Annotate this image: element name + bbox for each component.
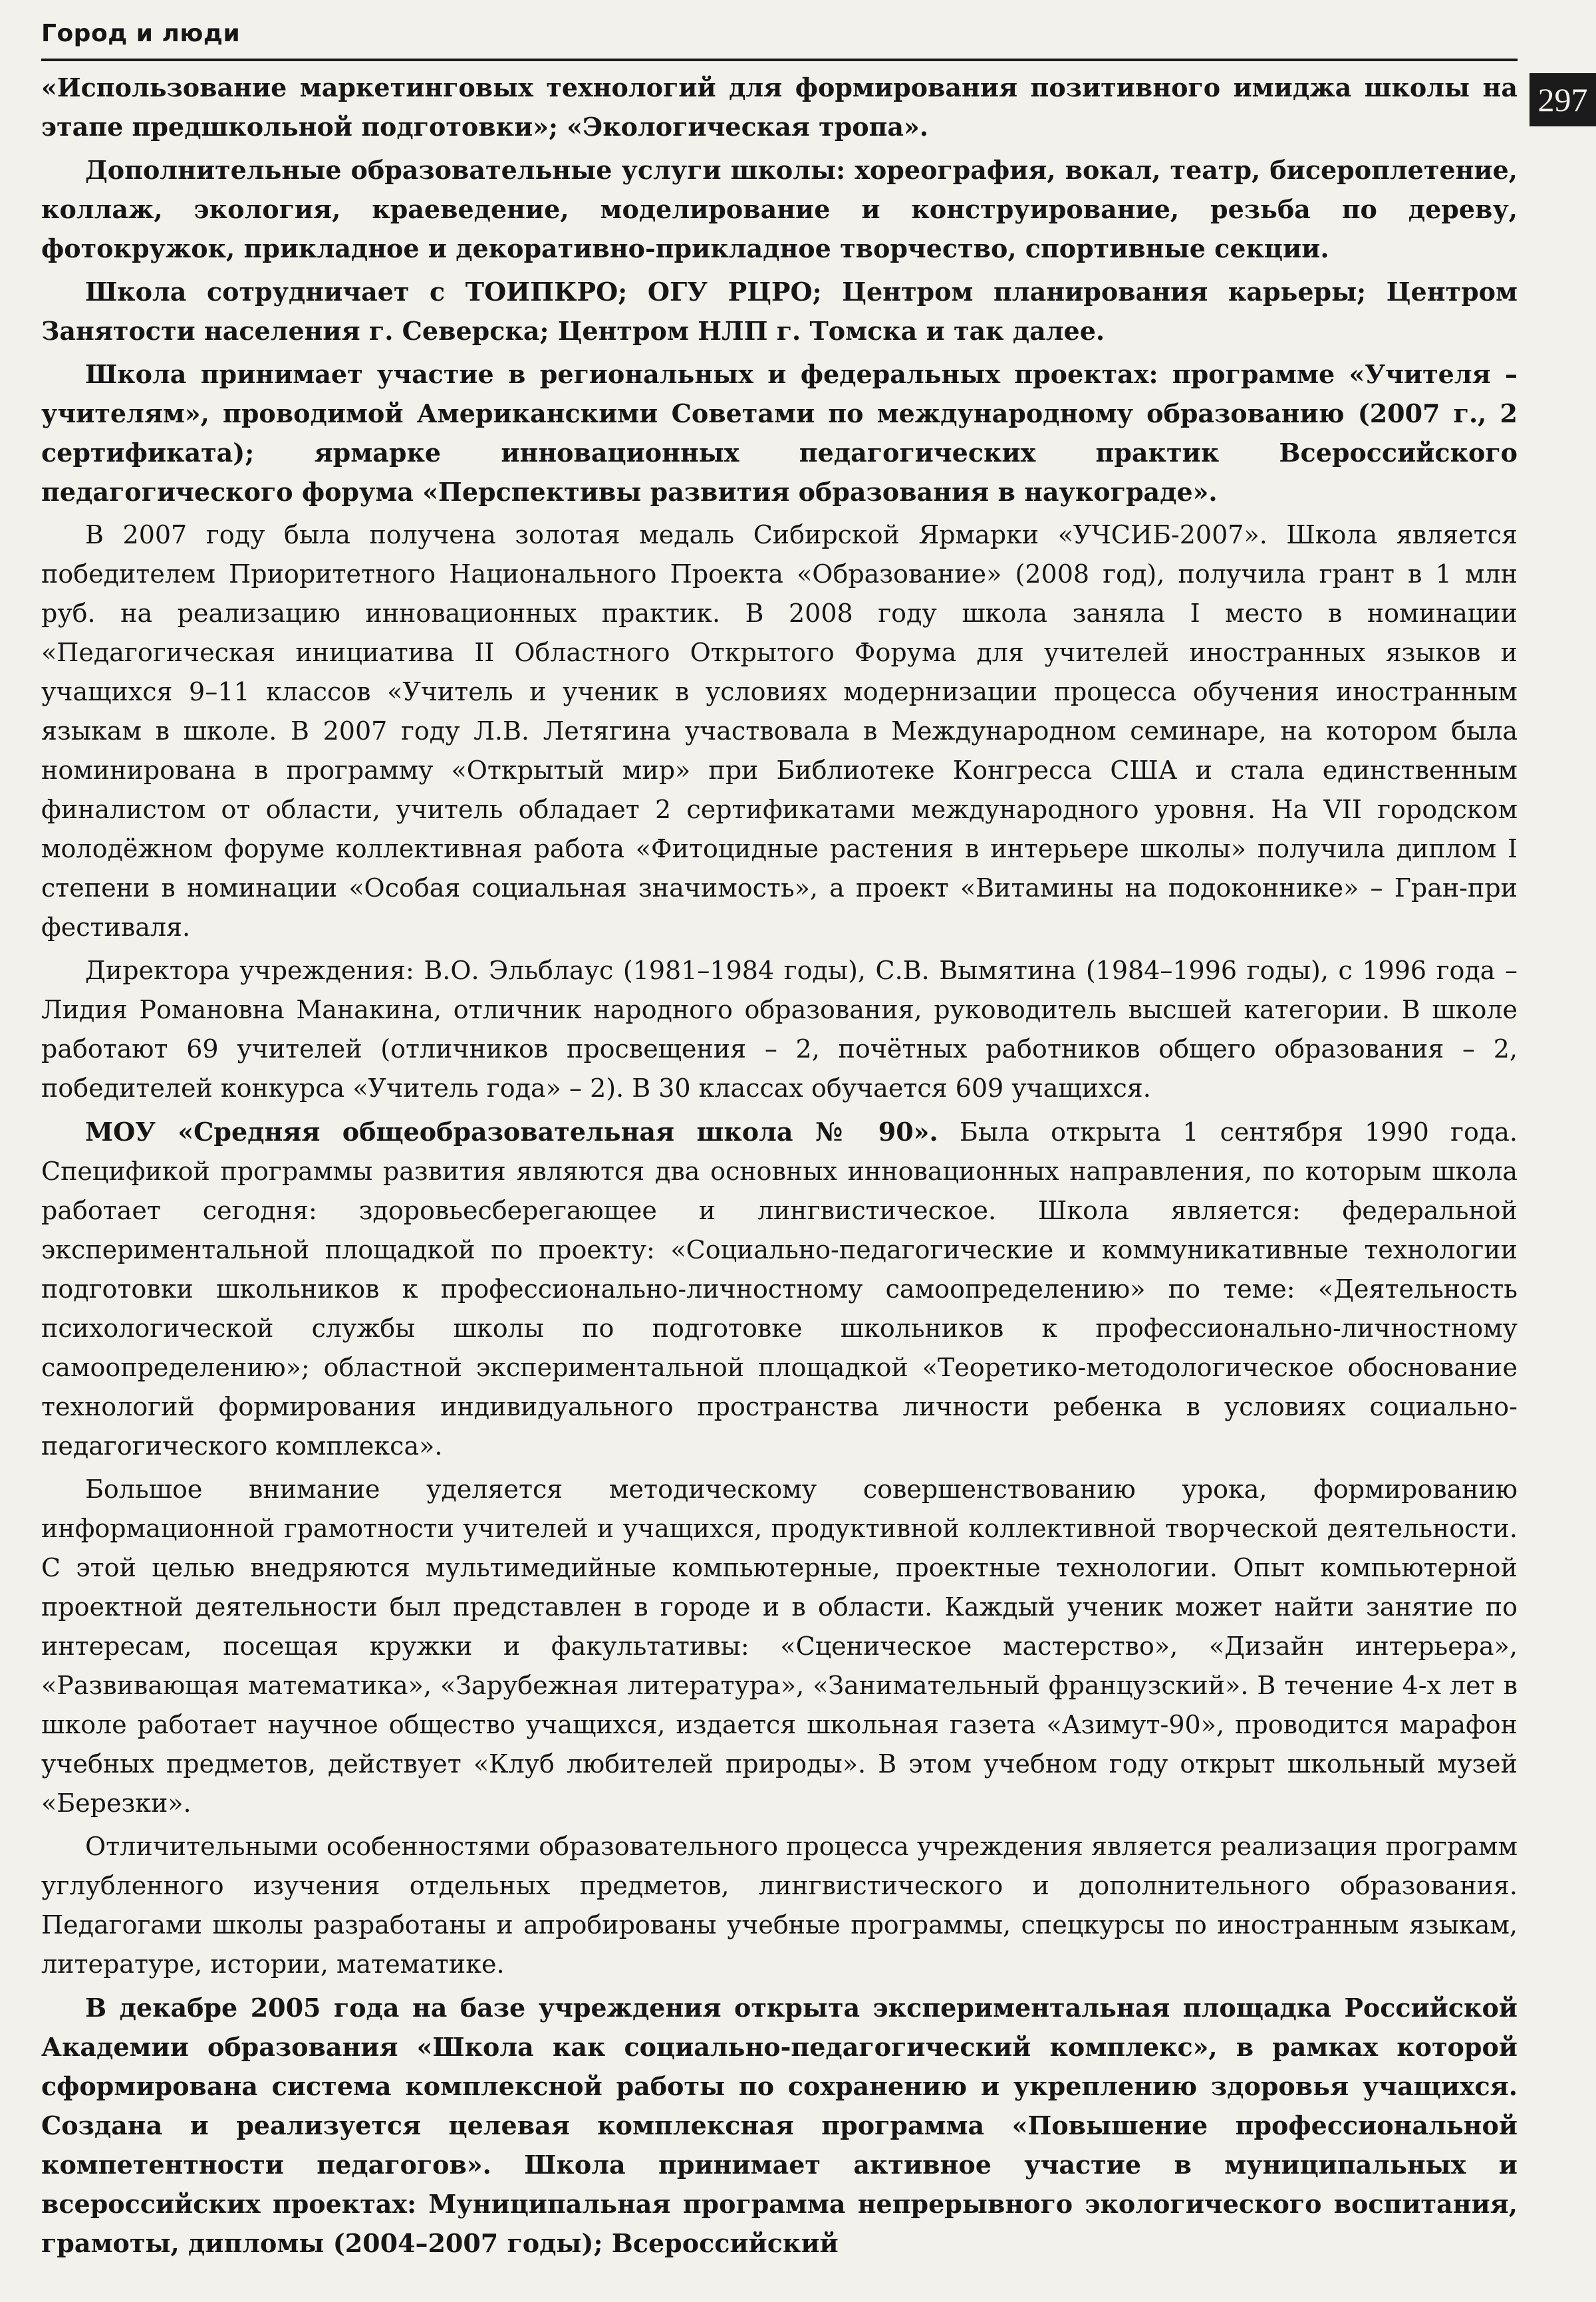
- school-90-heading: МОУ «Средняя общеобразовательная школа № 90».: [85, 1117, 938, 1147]
- school-90-text: Была открыта 1 сентября 1990 года. Спецификой программы развития являются два основных инновационных направления, по которым школа работает сегодня: здоровьесберегающее и лингвистическое. Школа является: федеральной экспериментальной площадкой по проекту: «Социально-педагогические и коммуникативные технологии подготовки школьников к профессионально-личностному самоопределению» по теме: «Деятельность психологической службы школы по подготовке школьников к профессионально-личностному самоопределению»; областной экспериментальной площадкой «Теоретико-методологическое обоснование технологий формирования индивидуального пространства личности ребенка в условиях социально-педагогического комплекса».: [41, 1117, 1518, 1461]
- page-number: 297: [1530, 73, 1596, 126]
- paragraph-experimental-site: В декабре 2005 года на базе учреждения открыта экспериментальная площадка Российской Академии образования «Школа как социально-педагогический комплекс», в рамках которой сформирована система комплексной работы по сохранению и укреплению здоровья учащихся. Создана и реализуется целевая комплексная программа «Повышение профессиональной компетентности педагогов». Школа принимает активное участие в муниципальных и всероссийских проектах: Муниципальная программа непрерывного экологического воспитания, грамоты, дипломы (2004–2007 годы); Всероссийский: [41, 1993, 1518, 2258]
- paragraph-school-90: [41, 1112, 1518, 1466]
- running-title: Город и люди: [41, 20, 241, 47]
- paragraph-methodology: Большое внимание уделяется методическому совершенствованию урока, формированию информационной грамотности учителей и учащихся, продуктивной коллективной творческой деятельности. С этой целью внедряются мультимедийные компьютерные, проектные технологии. Опыт компьютерной проектной деятельности был представлен в городе и в области. Каждый ученик может найти занятие по интересам, посещая кружки и факультативы: «Сценическое мастерство», «Дизайн интерьера», «Развивающая математика», «Зарубежная литература», «Занимательный французский». В течение 4-х лет в школе работает научное общество учащихся, издается школьная газета «Азимут-90», проводится марафон учебных предметов, действует «Клуб любителей природы». В этом учебном году открыт школьный музей «Березки».: [41, 1475, 1518, 1818]
- paragraph-projects: Школа принимает участие в региональных и федеральных проектах: программе «Учителя – учителям», проводимой Американскими Советами по международному образованию (2007 г., 2 сертификата); ярмарке инновационных педагогических практик Всероссийского педагогического форума «Перспективы развития образования в наукограде».: [41, 359, 1518, 507]
- paragraph-awards: В 2007 году была получена золотая медаль Сибирской Ярмарки «УЧСИБ-2007». Школа является победителем Приоритетного Национального Проекта «Образование» (2008 год), получила грант в 1 млн руб. на реализацию инновационных практик. В 2008 году школа заняла I место в номинации «Педагогическая инициатива II Областного Открытого Форума для учителей иностранных языков и учащихся 9–11 классов «Учитель и ученик в условиях модернизации процесса обучения иностранным языкам в школе. В 2007 году Л.В. Летягина участвовала в Международном семинаре, на котором была номинирована в программу «Открытый мир» при Библиотеке Конгресса США и стала единственным финалистом от области, учитель обладает 2 сертификатами международного уровня. На VII городском молодёжном форуме коллективная работа «Фитоцидные растения в интерьере школы» получила диплом I степени в номинации «Особая социальная значимость», а проект «Витамины на подоконнике» – Гран-при фестиваля.: [41, 520, 1518, 942]
- paragraph-directors: Директора учреждения: В.О. Эльблаус (1981–1984 годы), С.В. Вымятина (1984–1996 годы), с 1996 года – Лидия Романовна Манакина, отличник народного образования, руководитель высшей категории. В школе работают 69 учителей (отличников просвещения – 2, почётных работников общего образования – 2, победителей конкурса «Учитель года» – 2). В 30 классах обучается 609 учащихся.: [41, 956, 1518, 1103]
- paragraph-features: Отличительными особенностями образовательного процесса учреждения является реализация программ углубленного изучения отдельных предметов, лингвистического и дополнительного образования. Педагогами школы разработаны и апробированы учебные программы, спецкурсы по иностранным языкам, литературе, истории, математике.: [41, 1832, 1518, 1979]
- header-rule: [41, 59, 1518, 61]
- paragraph-continuation: «Использование маркетинговых технологий для формирования позитивного имиджа школы на этапе предшкольной подготовки»; «Экологическая тропа».: [41, 72, 1518, 142]
- paragraph-partners: Школа сотрудничает с ТОИПКРО; ОГУ РЦРО; Центром планирования карьеры; Центром Занятости населения г. Северска; Центром НЛП г. Томска и так далее.: [41, 277, 1518, 346]
- paragraph-additional-services: Дополнительные образовательные услуги школы: хореография, вокал, театр, бисероплетение, коллаж, экология, краеведение, моделирование и конструирование, резьба по дереву, фотокружок, прикладное и декоративно-прикладное творчество, спортивные секции.: [41, 155, 1518, 263]
- article-body: [41, 68, 1518, 2267]
